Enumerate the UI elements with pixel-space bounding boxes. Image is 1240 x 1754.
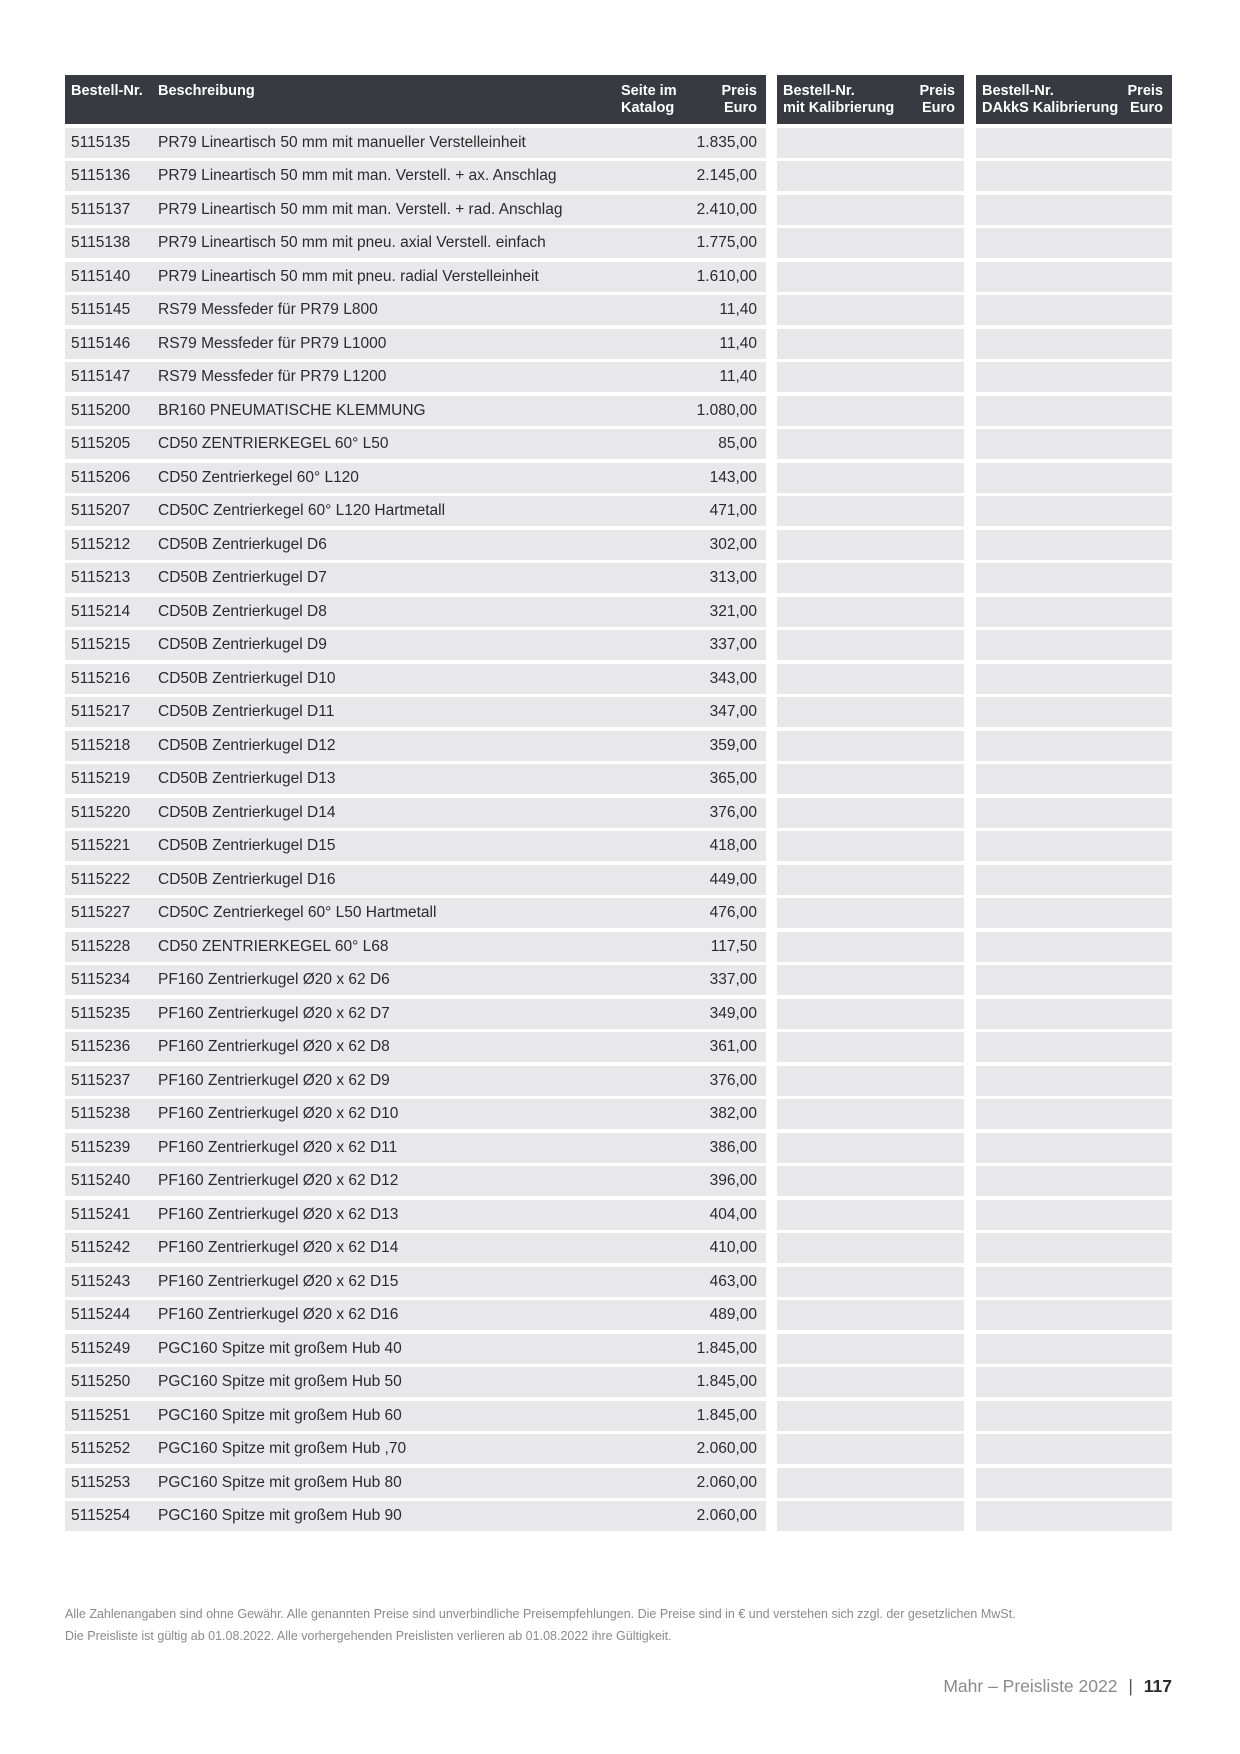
calibration-row (777, 999, 964, 1029)
table-row (65, 1200, 766, 1230)
table-row (65, 1401, 766, 1431)
description-cell: PGC160 Spitze mit großem Hub 90 (158, 1507, 402, 1524)
price-cell: 2.060,00 (696, 1473, 757, 1491)
description-cell: PF160 Zentrierkugel Ø20 x 62 D9 (158, 1071, 390, 1089)
dakks-row (976, 228, 1172, 258)
calibration-row (777, 1032, 964, 1062)
table-row (65, 295, 766, 325)
table-row (65, 396, 766, 426)
order-number-cell: 5115138 (71, 234, 131, 251)
calibration-header (777, 75, 964, 124)
price-cell: 321,00 (709, 602, 757, 620)
table-row (65, 1367, 766, 1397)
order-number-cell: 5115238 (71, 1105, 131, 1122)
description-cell: CD50B Zentrierkugel D8 (158, 602, 327, 620)
description-cell: CD50 ZENTRIERKEGEL 60° L50 (158, 435, 389, 452)
order-number-cell: 5115251 (71, 1406, 131, 1424)
dakks-row (976, 429, 1172, 459)
dakks-row (976, 1166, 1172, 1196)
dakks-row (976, 1233, 1172, 1263)
table-row (65, 563, 766, 593)
order-number-cell: 5115146 (71, 334, 131, 352)
price-cell: 337,00 (709, 971, 757, 988)
dakks-row (976, 463, 1172, 493)
dakks-header (976, 75, 1172, 124)
calibration-row (777, 697, 964, 727)
dakks-row (976, 262, 1172, 292)
description-cell: PGC160 Spitze mit großem Hub 50 (158, 1373, 402, 1390)
calibration-table (777, 75, 964, 1531)
order-number-cell: 5115207 (71, 502, 131, 519)
header-description: Beschreibung (158, 83, 255, 99)
calibration-row (777, 1066, 964, 1096)
disclaimer (65, 1603, 1016, 1647)
description-cell: PR79 Lineartisch 50 mm mit pneu. radial Verstelleinheit (158, 267, 539, 285)
dakks-row (976, 1032, 1172, 1062)
footer-title: Mahr – Preisliste 2022 (943, 1676, 1118, 1696)
dakks-row (976, 865, 1172, 895)
dakks-row (976, 530, 1172, 560)
description-cell: PF160 Zentrierkugel Ø20 x 62 D7 (158, 1004, 390, 1022)
calibration-row (777, 563, 964, 593)
order-number-cell: 5115205 (71, 435, 131, 452)
description-cell: CD50B Zentrierkugel D9 (158, 636, 327, 653)
order-number-cell: 5115220 (71, 803, 131, 821)
dakks-header-order-no-1: Bestell-Nr. (982, 83, 1054, 99)
calibration-row (777, 1200, 964, 1230)
table-row (65, 1133, 766, 1163)
disclaimer-line-1: Alle Zahlenangaben sind ohne Gewähr. Alle genannten Preise sind unverbindliche Preisempfehlungen. Die Preise sind in € und verstehen sich zzgl. der gesetzlichen MwSt. (65, 1607, 1016, 1621)
order-number-cell: 5115253 (71, 1473, 131, 1491)
table-row (65, 195, 766, 225)
order-number-cell: 5115221 (71, 837, 131, 854)
calibration-row (777, 865, 964, 895)
calibration-row (777, 731, 964, 761)
price-cell: 349,00 (709, 1004, 757, 1022)
price-cell: 302,00 (709, 535, 757, 553)
description-cell: CD50B Zentrierkugel D12 (158, 736, 336, 754)
dakks-row (976, 563, 1172, 593)
calibration-row (777, 429, 964, 459)
order-number-cell: 5115200 (71, 401, 131, 419)
dakks-row (976, 1501, 1172, 1531)
calibration-row (777, 396, 964, 426)
dakks-header-price-2: Euro (1129, 100, 1163, 116)
order-number-cell: 5115212 (71, 535, 131, 553)
dakks-row (976, 1367, 1172, 1397)
table-row (65, 1468, 766, 1498)
table-row (65, 664, 766, 694)
price-cell: 449,00 (709, 870, 757, 888)
calibration-header-order-no-2: mit Kalibrierung (783, 100, 895, 116)
dakks-row (976, 1334, 1172, 1364)
dakks-row (976, 128, 1172, 158)
price-cell: 476,00 (709, 904, 757, 921)
dakks-row (976, 731, 1172, 761)
order-number-cell: 5115228 (71, 937, 131, 955)
table-row (65, 965, 766, 995)
table-row (65, 1501, 766, 1531)
table-row (65, 329, 766, 359)
dakks-row (976, 664, 1172, 694)
calibration-row (777, 1468, 964, 1498)
calibration-row (777, 1334, 964, 1364)
order-number-cell: 5115240 (71, 1172, 131, 1189)
dakks-row (976, 1434, 1172, 1464)
footer-separator: | (1128, 1676, 1133, 1696)
price-cell: 337,00 (709, 636, 757, 653)
description-cell: PF160 Zentrierkugel Ø20 x 62 D12 (158, 1172, 399, 1189)
calibration-row (777, 1267, 964, 1297)
price-cell: 1.845,00 (696, 1406, 757, 1424)
calibration-row (777, 530, 964, 560)
table-row (65, 764, 766, 794)
order-number-cell: 5115137 (71, 200, 131, 218)
description-cell: PR79 Lineartisch 50 mm mit man. Verstell. + ax. Anschlag (158, 167, 557, 184)
price-cell: 1.845,00 (696, 1339, 757, 1357)
calibration-body (777, 128, 964, 1532)
dakks-row (976, 965, 1172, 995)
dakks-row (976, 831, 1172, 861)
order-number-cell: 5115227 (71, 904, 131, 921)
description-cell: PF160 Zentrierkugel Ø20 x 62 D8 (158, 1038, 390, 1055)
dakks-row (976, 999, 1172, 1029)
description-cell: PF160 Zentrierkugel Ø20 x 62 D11 (158, 1138, 398, 1156)
dakks-row (976, 597, 1172, 627)
description-cell: PR79 Lineartisch 50 mm mit manueller Verstelleinheit (158, 133, 526, 151)
description-cell: RS79 Messfeder für PR79 L1000 (158, 334, 387, 352)
description-cell: PGC160 Spitze mit großem Hub 60 (158, 1406, 402, 1424)
table-row (65, 1300, 766, 1330)
description-cell: CD50B Zentrierkugel D16 (158, 870, 336, 888)
description-cell: CD50 ZENTRIERKEGEL 60° L68 (158, 937, 389, 955)
description-cell: PR79 Lineartisch 50 mm mit man. Verstell. + rad. Anschlag (158, 200, 563, 218)
table-row (65, 429, 766, 459)
price-cell: 2.410,00 (696, 200, 757, 218)
price-cell: 1.845,00 (696, 1373, 757, 1390)
price-cell: 396,00 (709, 1172, 757, 1189)
price-cell: 1.775,00 (696, 234, 757, 251)
table-row (65, 530, 766, 560)
dakks-row (976, 1267, 1172, 1297)
order-number-cell: 5115216 (71, 669, 131, 687)
calibration-row (777, 1401, 964, 1431)
price-cell: 2.060,00 (696, 1440, 757, 1457)
dakks-row (976, 1133, 1172, 1163)
table-row (65, 128, 766, 158)
dakks-row (976, 1066, 1172, 1096)
calibration-header-price-1: Preis (919, 83, 955, 99)
dakks-row (976, 396, 1172, 426)
description-cell: CD50B Zentrierkugel D6 (158, 535, 327, 553)
order-number-cell: 5115147 (71, 368, 131, 385)
calibration-row (777, 630, 964, 660)
table-row (65, 597, 766, 627)
calibration-row (777, 295, 964, 325)
calibration-row (777, 195, 964, 225)
order-number-cell: 5115140 (71, 267, 131, 285)
order-number-cell: 5115249 (71, 1339, 131, 1357)
table-body (65, 128, 766, 1532)
header-catalog-page-1: Seite im (621, 83, 677, 99)
calibration-row (777, 262, 964, 292)
description-cell: PF160 Zentrierkugel Ø20 x 62 D6 (158, 971, 390, 988)
dakks-row (976, 1099, 1172, 1129)
table-row (65, 932, 766, 962)
dakks-header-order-no-2: DAkkS Kalibrierung (982, 100, 1119, 116)
dakks-row (976, 1468, 1172, 1498)
dakks-table (976, 75, 1172, 1531)
table-row (65, 831, 766, 861)
price-cell: 11,40 (719, 368, 757, 385)
calibration-row (777, 329, 964, 359)
header-order-no: Bestell-Nr. (71, 83, 143, 99)
calibration-row (777, 932, 964, 962)
description-cell: RS79 Messfeder für PR79 L800 (158, 301, 378, 318)
price-cell: 313,00 (709, 569, 757, 586)
calibration-row (777, 362, 964, 392)
page-number: 117 (1143, 1676, 1172, 1696)
price-cell: 11,40 (719, 301, 757, 318)
table-row (65, 228, 766, 258)
table-row (65, 865, 766, 895)
dakks-row (976, 898, 1172, 928)
calibration-row (777, 1434, 964, 1464)
dakks-row (976, 798, 1172, 828)
order-number-cell: 5115241 (71, 1205, 131, 1223)
description-cell: PF160 Zentrierkugel Ø20 x 62 D13 (158, 1205, 399, 1223)
price-cell: 117,50 (710, 937, 757, 955)
order-number-cell: 5115243 (71, 1272, 131, 1290)
page-footer (943, 1676, 1172, 1697)
order-number-cell: 5115222 (71, 870, 131, 888)
price-cell: 382,00 (709, 1105, 757, 1122)
description-cell: PF160 Zentrierkugel Ø20 x 62 D15 (158, 1272, 399, 1290)
dakks-row (976, 329, 1172, 359)
price-cell: 471,00 (709, 502, 757, 519)
dakks-header-price-1: Preis (1127, 83, 1163, 99)
price-cell: 85,00 (718, 435, 757, 452)
price-cell: 1.835,00 (696, 133, 757, 151)
dakks-row (976, 764, 1172, 794)
price-cell: 463,00 (709, 1272, 757, 1290)
order-number-cell: 5115252 (71, 1440, 131, 1457)
description-cell: CD50B Zentrierkugel D13 (158, 770, 336, 787)
table-row (65, 1267, 766, 1297)
price-cell: 343,00 (709, 669, 757, 687)
description-cell: PF160 Zentrierkugel Ø20 x 62 D14 (158, 1239, 399, 1256)
table-row (65, 1434, 766, 1464)
description-cell: PF160 Zentrierkugel Ø20 x 62 D16 (158, 1306, 399, 1323)
price-cell: 376,00 (709, 1071, 757, 1089)
price-cell: 410,00 (709, 1239, 757, 1256)
dakks-row (976, 1300, 1172, 1330)
price-cell: 404,00 (709, 1205, 757, 1223)
calibration-row (777, 496, 964, 526)
order-number-cell: 5115214 (71, 602, 131, 620)
table-row (65, 697, 766, 727)
calibration-row (777, 1300, 964, 1330)
description-cell: CD50B Zentrierkugel D15 (158, 837, 336, 854)
description-cell: PR79 Lineartisch 50 mm mit pneu. axial Verstell. einfach (158, 234, 546, 251)
table-row (65, 1166, 766, 1196)
calibration-row (777, 764, 964, 794)
disclaimer-line-2: Die Preisliste ist gültig ab 01.08.2022. Alle vorhergehenden Preislisten verlieren ab 01.08.2022 ihre Gültigkeit. (65, 1629, 672, 1643)
description-cell: CD50B Zentrierkugel D14 (158, 803, 336, 821)
order-number-cell: 5115235 (71, 1004, 131, 1022)
price-cell: 2.145,00 (696, 167, 757, 184)
description-cell: BR160 PNEUMATISCHE KLEMMUNG (158, 401, 426, 419)
dakks-row (976, 496, 1172, 526)
calibration-row (777, 1367, 964, 1397)
description-cell: PF160 Zentrierkugel Ø20 x 62 D10 (158, 1105, 399, 1122)
description-cell: CD50 Zentrierkegel 60° L120 (158, 468, 359, 486)
description-cell: PGC160 Spitze mit großem Hub ,70 (158, 1440, 407, 1457)
order-number-cell: 5115136 (71, 167, 131, 184)
table-row (65, 999, 766, 1029)
table-row (65, 1099, 766, 1129)
dakks-row (976, 1200, 1172, 1230)
calibration-row (777, 798, 964, 828)
price-cell: 143,00 (709, 468, 757, 486)
calibration-row (777, 128, 964, 158)
price-cell: 11,40 (719, 334, 757, 352)
header-catalog-page-2: Katalog (621, 100, 675, 116)
calibration-header-price-2: Euro (921, 100, 955, 116)
dakks-row (976, 161, 1172, 191)
description-cell: CD50C Zentrierkegel 60° L120 Hartmetall (158, 502, 446, 519)
dakks-row (976, 362, 1172, 392)
price-cell: 418,00 (709, 837, 757, 854)
calibration-row (777, 664, 964, 694)
dakks-row (976, 932, 1172, 962)
header-price-2: Euro (723, 100, 757, 116)
dakks-row (976, 697, 1172, 727)
description-cell: PGC160 Spitze mit großem Hub 80 (158, 1473, 402, 1491)
order-number-cell: 5115213 (71, 569, 131, 586)
price-cell: 359,00 (709, 736, 757, 754)
order-number-cell: 5115218 (71, 736, 131, 754)
order-number-cell: 5115244 (71, 1306, 131, 1323)
order-number-cell: 5115239 (71, 1138, 131, 1156)
calibration-row (777, 1233, 964, 1263)
price-cell: 361,00 (709, 1038, 757, 1055)
dakks-row (976, 295, 1172, 325)
calibration-row (777, 597, 964, 627)
calibration-row (777, 463, 964, 493)
table-row (65, 1066, 766, 1096)
table-row (65, 1233, 766, 1263)
table-row (65, 161, 766, 191)
price-cell: 489,00 (709, 1306, 757, 1323)
order-number-cell: 5115206 (71, 468, 131, 486)
calibration-row (777, 1099, 964, 1129)
table-row (65, 463, 766, 493)
table-row (65, 362, 766, 392)
table-row (65, 496, 766, 526)
description-cell: RS79 Messfeder für PR79 L1200 (158, 368, 387, 385)
table-row (65, 630, 766, 660)
order-number-cell: 5115135 (71, 133, 131, 151)
table-row (65, 798, 766, 828)
table-row (65, 731, 766, 761)
dakks-body (976, 128, 1172, 1532)
order-number-cell: 5115145 (71, 301, 131, 318)
calibration-row (777, 1133, 964, 1163)
description-cell: CD50B Zentrierkugel D10 (158, 669, 336, 687)
dakks-row (976, 630, 1172, 660)
header-price-1: Preis (721, 83, 757, 99)
table-row (65, 1334, 766, 1364)
calibration-row (777, 1166, 964, 1196)
order-number-cell: 5115250 (71, 1373, 131, 1390)
price-cell: 347,00 (709, 703, 757, 720)
calibration-row (777, 161, 964, 191)
table-header (65, 75, 766, 124)
price-cell: 2.060,00 (696, 1507, 757, 1524)
price-cell: 376,00 (709, 803, 757, 821)
dakks-row (976, 1401, 1172, 1431)
order-number-cell: 5115219 (71, 770, 131, 787)
order-number-cell: 5115254 (71, 1507, 131, 1524)
price-cell: 1.610,00 (696, 267, 757, 285)
calibration-header-order-no-1: Bestell-Nr. (783, 83, 855, 99)
calibration-row (777, 965, 964, 995)
price-cell: 365,00 (709, 770, 757, 787)
description-cell: CD50B Zentrierkugel D11 (158, 703, 335, 720)
description-cell: CD50C Zentrierkegel 60° L50 Hartmetall (158, 904, 437, 921)
calibration-row (777, 1501, 964, 1531)
price-table (65, 75, 766, 1531)
table-row (65, 262, 766, 292)
dakks-row (976, 195, 1172, 225)
table-row (65, 1032, 766, 1062)
order-number-cell: 5115236 (71, 1038, 131, 1055)
description-cell: PGC160 Spitze mit großem Hub 40 (158, 1339, 402, 1357)
order-number-cell: 5115242 (71, 1239, 131, 1256)
price-cell: 1.080,00 (696, 401, 757, 419)
calibration-row (777, 228, 964, 258)
calibration-row (777, 831, 964, 861)
price-cell: 386,00 (709, 1138, 757, 1156)
calibration-row (777, 898, 964, 928)
table-row (65, 898, 766, 928)
order-number-cell: 5115234 (71, 971, 131, 988)
order-number-cell: 5115237 (71, 1071, 131, 1089)
order-number-cell: 5115215 (71, 636, 131, 653)
description-cell: CD50B Zentrierkugel D7 (158, 569, 327, 586)
order-number-cell: 5115217 (71, 703, 131, 720)
